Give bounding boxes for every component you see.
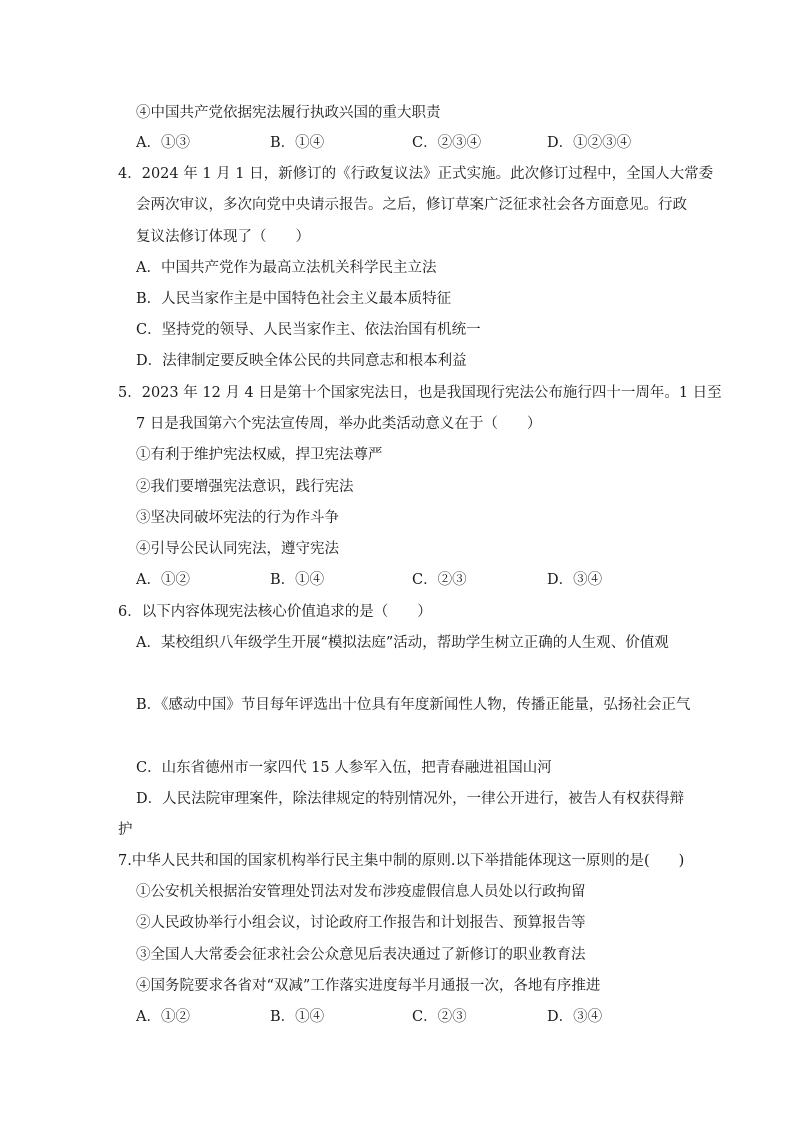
q3-option-d[interactable]: D．①②③④ xyxy=(547,135,632,151)
q4-stem-line-2: 会两次审议，多次向党中央请示报告。之后，修订草案广泛征求社会各方面意见。行政 xyxy=(136,197,687,213)
q5-stem-line-1: 5．2023 年 12 月 4 日是第十个国家宪法日，也是我国现行宪法公布施行四十一周年。1 日至 xyxy=(118,385,722,401)
q7-statement-1: ①公安机关根据治安管理处罚法对发布涉疫虚假信息人员处以行政拘留 xyxy=(136,884,586,900)
q3-statement-4: ④中国共产党依据宪法履行执政兴国的重大职责 xyxy=(136,105,441,121)
q5-option-d[interactable]: D．③④ xyxy=(547,572,603,588)
q4-option-d[interactable]: D．法律制定要反映全体公民的共同意志和根本利益 xyxy=(136,353,467,369)
q5-statement-1: ①有利于维护宪法权威，捍卫宪法尊严 xyxy=(136,447,383,463)
q4-option-a[interactable]: A．中国共产党作为最高立法机关科学民主立法 xyxy=(136,260,437,276)
q5-stem-line-2: 7 日是我国第六个宪法宣传周，举办此类活动意义在于（ ） xyxy=(136,416,542,432)
q6-option-d-line-1[interactable]: D．人民法院审理案件，除法律规定的特别情况外，一律公开进行，被告人有权获得辩 xyxy=(136,791,685,807)
q6-stem: 6．以下内容体现宪法核心价值追求的是（ ） xyxy=(118,604,432,620)
q6-option-b[interactable]: B．《感动中国》节目每年评选出十位具有年度新闻性人物，传播正能量，弘扬社会正气 xyxy=(136,697,691,713)
q7-option-a[interactable]: A．①② xyxy=(136,1009,190,1025)
q7-option-b[interactable]: B．①④ xyxy=(270,1009,325,1025)
q4-option-c[interactable]: C．坚持党的领导、人民当家作主、依法治国有机统一 xyxy=(136,322,481,338)
q5-option-b[interactable]: B．①④ xyxy=(270,572,325,588)
q3-options xyxy=(136,133,696,153)
q7-statement-3: ③全国人大常委会征求社会公众意见后表决通过了新修订的职业教育法 xyxy=(136,947,586,963)
q6-option-a[interactable]: A．某校组织八年级学生开展“模拟法庭”活动，帮助学生树立正确的人生观、价值观 xyxy=(136,635,669,651)
q3-option-c[interactable]: C．②③④ xyxy=(412,135,482,151)
q5-option-c[interactable]: C．②③ xyxy=(412,572,467,588)
q7-statement-2: ②人民政协举行小组会议，讨论政府工作报告和计划报告、预算报告等 xyxy=(136,915,586,931)
q7-option-d[interactable]: D．③④ xyxy=(547,1009,603,1025)
q5-options xyxy=(136,570,696,590)
q3-option-b[interactable]: B．①④ xyxy=(270,135,325,151)
q7-statement-4: ④国务院要求各省对“双减”工作落实进度每半月通报一次，各地有序推进 xyxy=(136,978,601,994)
q6-option-d-line-2: 护 xyxy=(118,822,133,838)
q7-stem: 7.中华人民共和国的国家机构举行民主集中制的原则.以下举措能体现这一原则的是( ) xyxy=(118,853,685,869)
q7-option-c[interactable]: C．②③ xyxy=(412,1009,467,1025)
q4-stem-line-1: 4．2024 年 1 月 1 日，新修订的《行政复议法》正式实施。此次修订过程中，全国人大常委 xyxy=(118,166,714,182)
q5-option-a[interactable]: A．①② xyxy=(136,572,190,588)
q4-option-b[interactable]: B．人民当家作主是中国特色社会主义最本质特征 xyxy=(136,291,452,307)
q6-option-c[interactable]: C．山东省德州市一家四代 15 人参军入伍，把青春融进祖国山河 xyxy=(136,760,552,776)
q4-stem-line-3: 复议法修订体现了（ ） xyxy=(136,229,310,245)
q5-statement-4: ④引导公民认同宪法，遵守宪法 xyxy=(136,541,339,557)
q5-statement-3: ③坚决同破坏宪法的行为作斗争 xyxy=(136,510,339,526)
q5-statement-2: ②我们要增强宪法意识，践行宪法 xyxy=(136,479,354,495)
q3-option-a[interactable]: A．①③ xyxy=(136,135,190,151)
q7-options xyxy=(136,1007,696,1027)
